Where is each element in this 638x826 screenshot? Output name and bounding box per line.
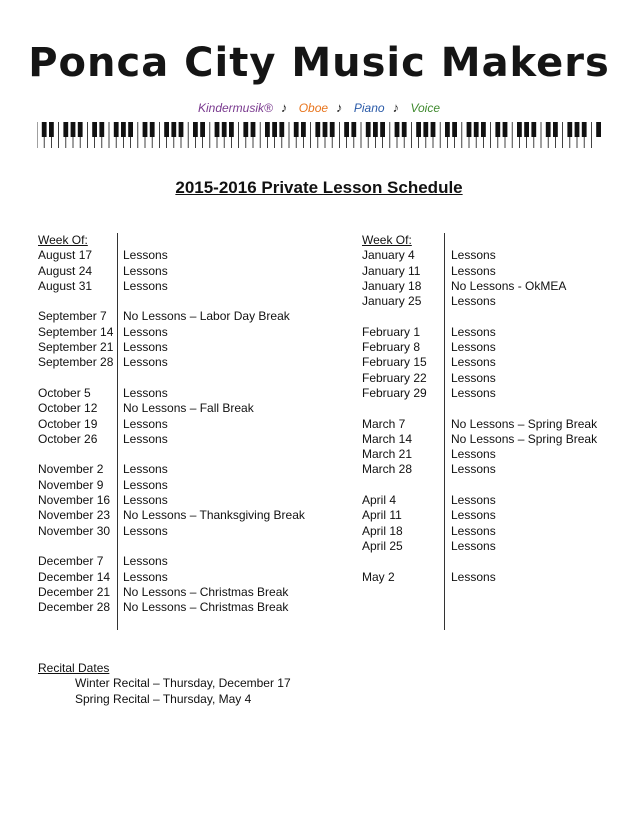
week-date: April 11 xyxy=(362,508,402,523)
lesson-status: Lessons xyxy=(451,462,496,477)
week-date: October 26 xyxy=(38,431,98,446)
week-date: January 4 xyxy=(362,248,415,263)
week-date: November 9 xyxy=(38,477,104,492)
lesson-status: Lessons xyxy=(451,538,496,553)
schedule-row xyxy=(38,386,305,401)
week-date: October 12 xyxy=(38,401,98,416)
week-date: March 14 xyxy=(362,431,413,446)
lesson-status: Lessons xyxy=(123,324,168,339)
program-list xyxy=(0,100,638,115)
music-note-icon: ♪ xyxy=(336,100,343,115)
week-date: February 8 xyxy=(362,340,421,355)
week-date: February 15 xyxy=(362,355,427,370)
schedule-row xyxy=(362,539,597,554)
block-spacer xyxy=(362,554,597,569)
schedule-row xyxy=(362,248,597,263)
brand-title: Ponca City Music Makers xyxy=(28,40,610,86)
week-date: January 18 xyxy=(362,278,422,293)
week-date: November 30 xyxy=(38,523,111,538)
schedule-row xyxy=(362,340,597,355)
lesson-status: Lessons xyxy=(451,493,496,508)
schedule-row xyxy=(38,401,305,416)
schedule-row xyxy=(38,355,305,370)
schedule-row xyxy=(38,478,305,493)
week-date: April 25 xyxy=(362,538,403,553)
week-date: September 21 xyxy=(38,340,114,355)
week-date: November 2 xyxy=(38,462,104,477)
recital-heading: Recital Dates xyxy=(38,661,110,675)
schedule-row xyxy=(362,417,597,432)
program-voice: Voice xyxy=(410,101,441,115)
schedule-row xyxy=(38,309,305,324)
schedule-row xyxy=(38,432,305,447)
schedule-row xyxy=(38,493,305,508)
week-date: February 29 xyxy=(362,385,427,400)
week-date: September 28 xyxy=(38,355,114,370)
block-spacer xyxy=(38,539,305,554)
week-date: December 28 xyxy=(38,600,111,615)
week-date: August 31 xyxy=(38,278,93,293)
lesson-status: Lessons xyxy=(123,493,168,508)
schedule-row xyxy=(38,600,305,615)
program-oboe: Oboe xyxy=(298,101,329,115)
schedule-title: 2015-2016 Private Lesson Schedule xyxy=(175,178,463,197)
schedule-row xyxy=(38,508,305,523)
lesson-status: No Lessons – Christmas Break xyxy=(123,600,289,615)
week-of-header: Week Of: xyxy=(38,233,88,247)
schedule-row xyxy=(362,570,597,585)
spring-schedule-column xyxy=(362,233,597,585)
block-spacer xyxy=(38,371,305,386)
week-date: November 23 xyxy=(38,508,111,523)
schedule-row xyxy=(362,371,597,386)
block-spacer xyxy=(362,401,597,416)
schedule-row xyxy=(38,279,305,294)
lesson-status: Lessons xyxy=(451,508,496,523)
week-date: October 5 xyxy=(38,385,91,400)
week-date: December 14 xyxy=(38,569,111,584)
recital-item: Winter Recital – Thursday, December 17 xyxy=(75,676,291,691)
recital-item: Spring Recital – Thursday, May 4 xyxy=(75,691,252,706)
week-date: December 7 xyxy=(38,554,104,569)
lesson-status: Lessons xyxy=(123,416,168,431)
lesson-status: Lessons xyxy=(451,294,496,309)
week-date: February 1 xyxy=(362,324,421,339)
lesson-status: Lessons xyxy=(123,248,168,263)
schedule-row xyxy=(362,386,597,401)
lesson-status: No Lessons - OkMEA xyxy=(451,278,567,293)
lesson-status: Lessons xyxy=(451,355,496,370)
block-spacer xyxy=(38,294,305,309)
schedule-row xyxy=(38,554,305,569)
schedule-row xyxy=(362,355,597,370)
week-date: March 7 xyxy=(362,416,406,431)
lesson-status: Lessons xyxy=(451,523,496,538)
schedule-row xyxy=(38,325,305,340)
music-note-icon: ♪ xyxy=(392,100,400,115)
lesson-status: Lessons xyxy=(123,462,168,477)
lesson-status: Lessons xyxy=(451,385,496,400)
schedule-row xyxy=(38,340,305,355)
block-spacer xyxy=(362,309,597,324)
schedule-row xyxy=(362,447,597,462)
week-of-header: Week Of: xyxy=(362,233,412,247)
black-key xyxy=(596,122,601,137)
lesson-status: Lessons xyxy=(123,385,168,400)
program-kindermusik: Kindermusik® xyxy=(197,101,273,115)
week-date: March 21 xyxy=(362,447,413,462)
lesson-status: Lessons xyxy=(123,569,168,584)
week-date: February 22 xyxy=(362,370,427,385)
schedule-row xyxy=(362,294,597,309)
week-date: December 21 xyxy=(38,584,111,599)
lesson-status: Lessons xyxy=(451,340,496,355)
fall-schedule-column xyxy=(38,233,305,615)
block-spacer xyxy=(38,447,305,462)
schedule-row xyxy=(362,493,597,508)
week-date: April 18 xyxy=(362,523,403,538)
schedule-row xyxy=(38,462,305,477)
lesson-status: No Lessons – Thanksgiving Break xyxy=(123,508,305,523)
week-date: January 25 xyxy=(362,294,422,309)
week-date: September 7 xyxy=(38,309,107,324)
lesson-status: No Lessons – Spring Break xyxy=(451,416,598,431)
week-date: May 2 xyxy=(362,569,395,584)
schedule-row xyxy=(362,325,597,340)
lesson-status: No Lessons – Spring Break xyxy=(451,431,598,446)
lesson-status: Lessons xyxy=(451,324,496,339)
schedule-row xyxy=(38,264,305,279)
lesson-status: Lessons xyxy=(123,431,168,446)
lesson-status: Lessons xyxy=(451,370,496,385)
lesson-status: Lessons xyxy=(123,554,168,569)
lesson-status: No Lessons – Labor Day Break xyxy=(123,309,290,324)
week-date: April 4 xyxy=(362,493,397,508)
lesson-status: Lessons xyxy=(123,523,168,538)
schedule-row xyxy=(38,585,305,600)
lesson-status: No Lessons – Christmas Break xyxy=(123,584,289,599)
lesson-status: No Lessons – Fall Break xyxy=(123,401,254,416)
lesson-status: Lessons xyxy=(123,477,168,492)
lesson-status: Lessons xyxy=(451,447,496,462)
lesson-status: Lessons xyxy=(451,263,496,278)
week-date: November 16 xyxy=(38,493,111,508)
lesson-status: Lessons xyxy=(123,355,168,370)
schedule-row xyxy=(38,524,305,539)
music-note-icon: ♪ xyxy=(280,100,288,115)
piano-keyboard-decoration xyxy=(37,122,603,148)
schedule-row xyxy=(362,462,597,477)
schedule-row xyxy=(362,508,597,523)
week-date: August 24 xyxy=(38,263,93,278)
lesson-status: Lessons xyxy=(123,340,168,355)
lesson-status: Lessons xyxy=(123,263,168,278)
schedule-row xyxy=(38,570,305,585)
recital-section xyxy=(38,661,291,707)
lesson-status: Lessons xyxy=(451,248,496,263)
week-date: January 11 xyxy=(362,263,421,278)
schedule-row xyxy=(38,248,305,263)
week-date: October 19 xyxy=(38,416,98,431)
lesson-status: Lessons xyxy=(451,569,496,584)
schedule-row xyxy=(362,279,597,294)
week-date: September 14 xyxy=(38,324,114,339)
schedule-row xyxy=(38,417,305,432)
week-date: March 28 xyxy=(362,462,413,477)
schedule-row xyxy=(362,524,597,539)
lesson-status: Lessons xyxy=(123,278,168,293)
schedule-row xyxy=(362,264,597,279)
week-date: August 17 xyxy=(38,248,93,263)
schedule-row xyxy=(362,432,597,447)
program-piano: Piano xyxy=(353,101,385,115)
block-spacer xyxy=(362,478,597,493)
